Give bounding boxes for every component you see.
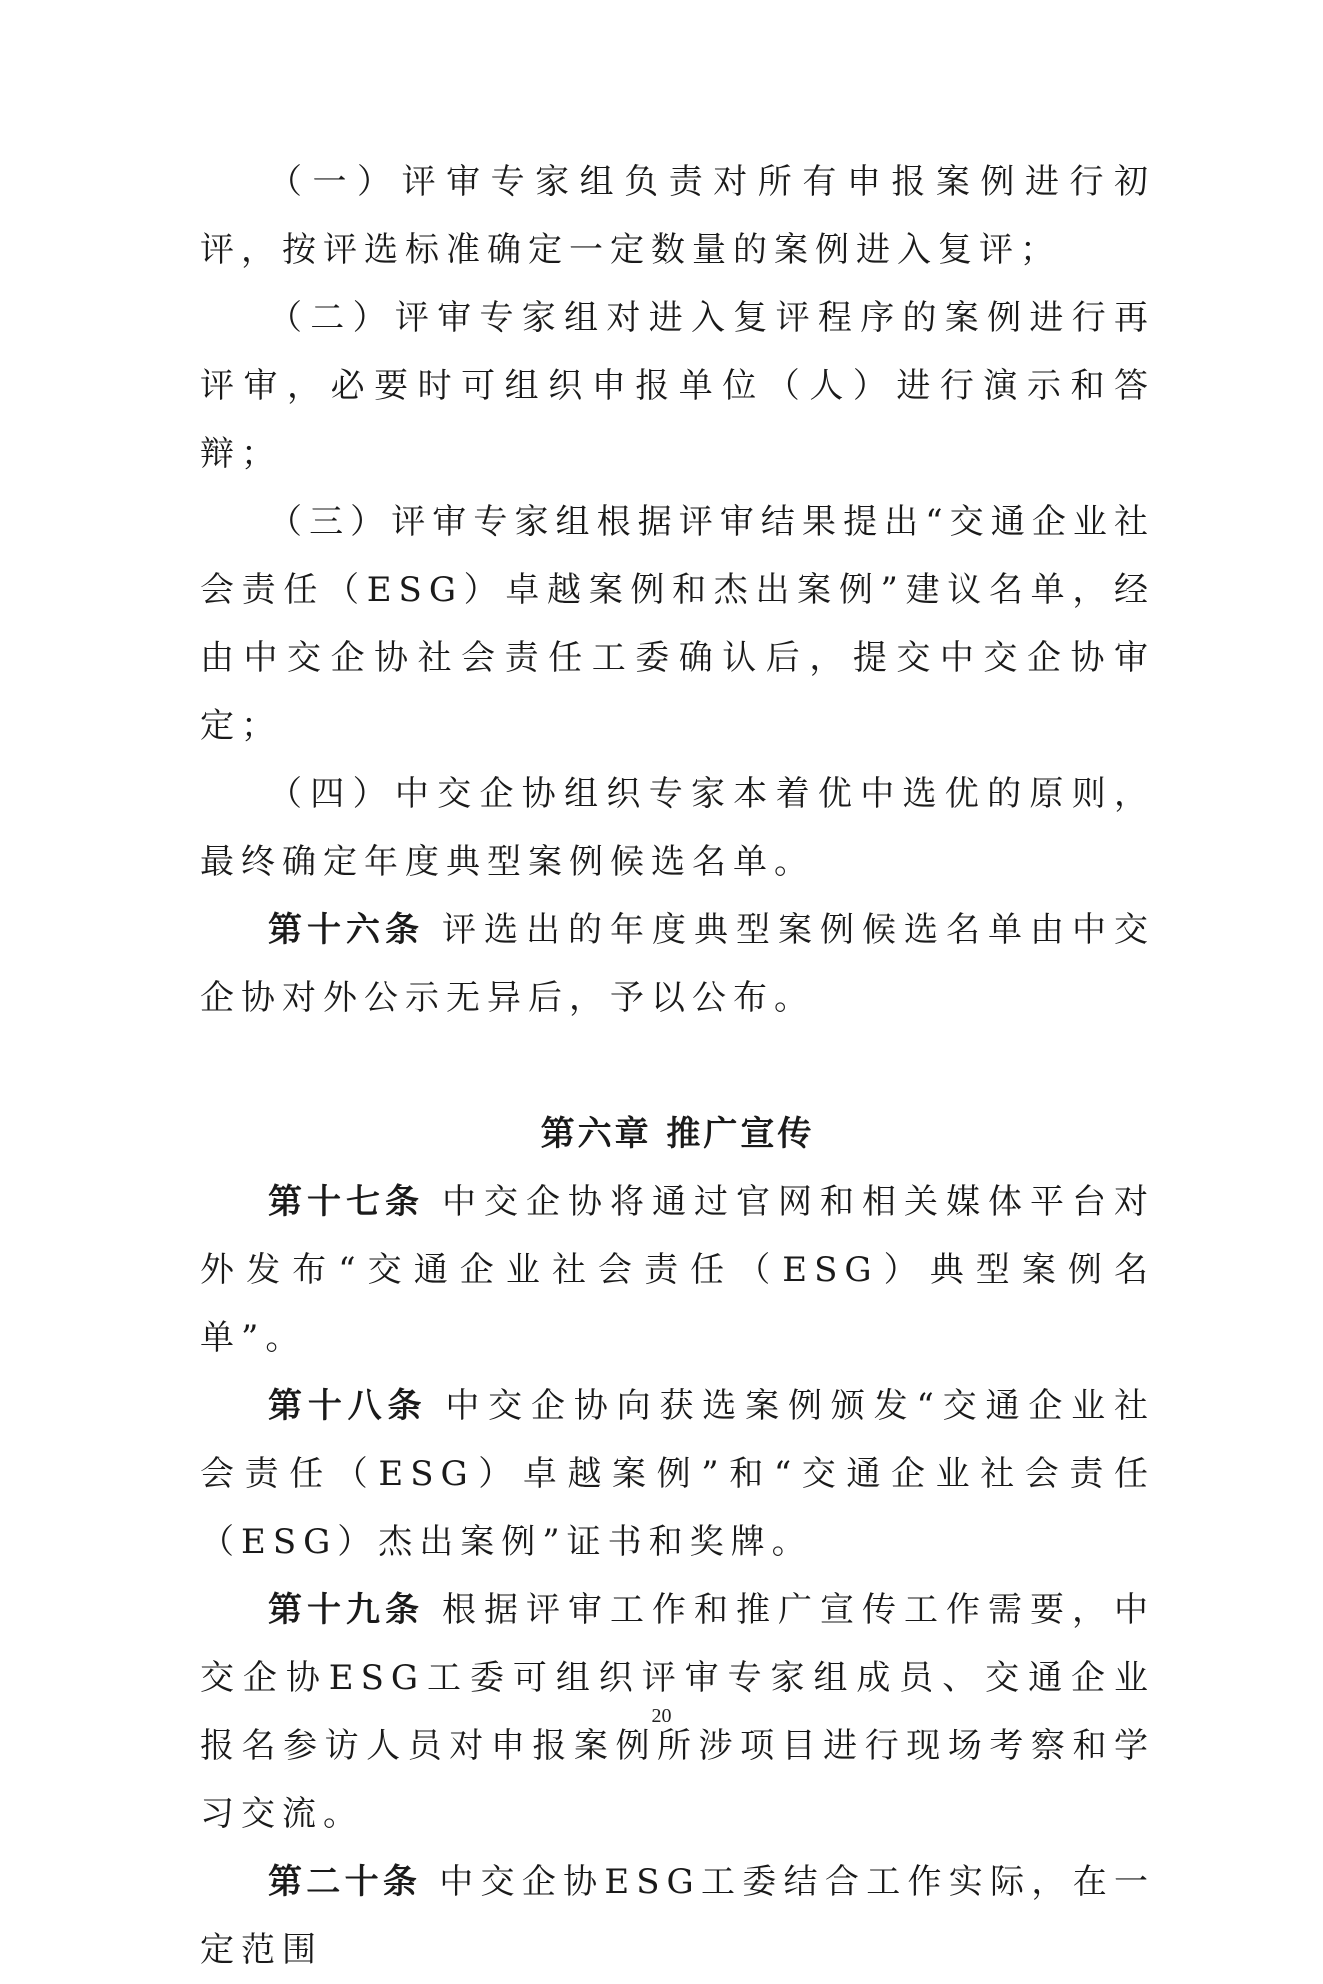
- chapter-title: 第六章 推广宣传: [540, 1114, 815, 1154]
- page-number: 20: [651, 1705, 672, 1727]
- paragraph-item-2: （二）评审专家组对进入复评程序的案例进行再评审，必要时可组织申报单位（人）进行演示和答辩；: [200, 298, 1155, 474]
- article-18-text: 中交企协向获选案例颁发“交通企业社会责任（ESG）卓越案例”和“交通企业社会责任（ESG）杰出案例”证书和奖牌。: [200, 1386, 1155, 1562]
- article-19-label: 第十九条: [268, 1590, 424, 1630]
- article-16-text: 评选出的年度典型案例候选名单由中交企协对外公示无异后，予以公布。: [200, 910, 1155, 1018]
- article-17-text: 中交企协将通过官网和相关媒体平台对外发布“交通企业社会责任（ESG）典型案例名单”。: [200, 1182, 1155, 1358]
- article-20: [200, 1848, 1155, 1984]
- article-17-label: 第十七条: [268, 1182, 424, 1222]
- paragraph-item-3: （三）评审专家组根据评审结果提出“交通企业社会责任（ESG）卓越案例和杰出案例”建议名单，经由中交企协社会责任工委确认后，提交中交企协审定；: [200, 502, 1155, 746]
- paragraph-item-4: （四）中交企协组织专家本着优中选优的原则，最终确定年度典型案例候选名单。: [200, 774, 1155, 882]
- paragraph-item-1: （一）评审专家组负责对所有申报案例进行初评，按评选标准确定一定数量的案例进入复评；: [200, 162, 1155, 270]
- article-17: [200, 1168, 1155, 1372]
- article-16-label: 第十六条: [268, 910, 424, 950]
- article-20-label: 第二十条: [268, 1862, 422, 1902]
- article-20-text: 中交企协ESG工委结合工作实际，在一定范围: [200, 1862, 1156, 1970]
- article-18-label: 第十八条: [268, 1386, 428, 1426]
- article-16: [200, 896, 1155, 1032]
- article-18: [200, 1372, 1155, 1576]
- article-19-text: 根据评审工作和推广宣传工作需要，中交企协ESG工委可组织评审专家组成员、交通企业报名参访人员对申报案例所涉项目进行现场考察和学习交流。: [200, 1590, 1155, 1834]
